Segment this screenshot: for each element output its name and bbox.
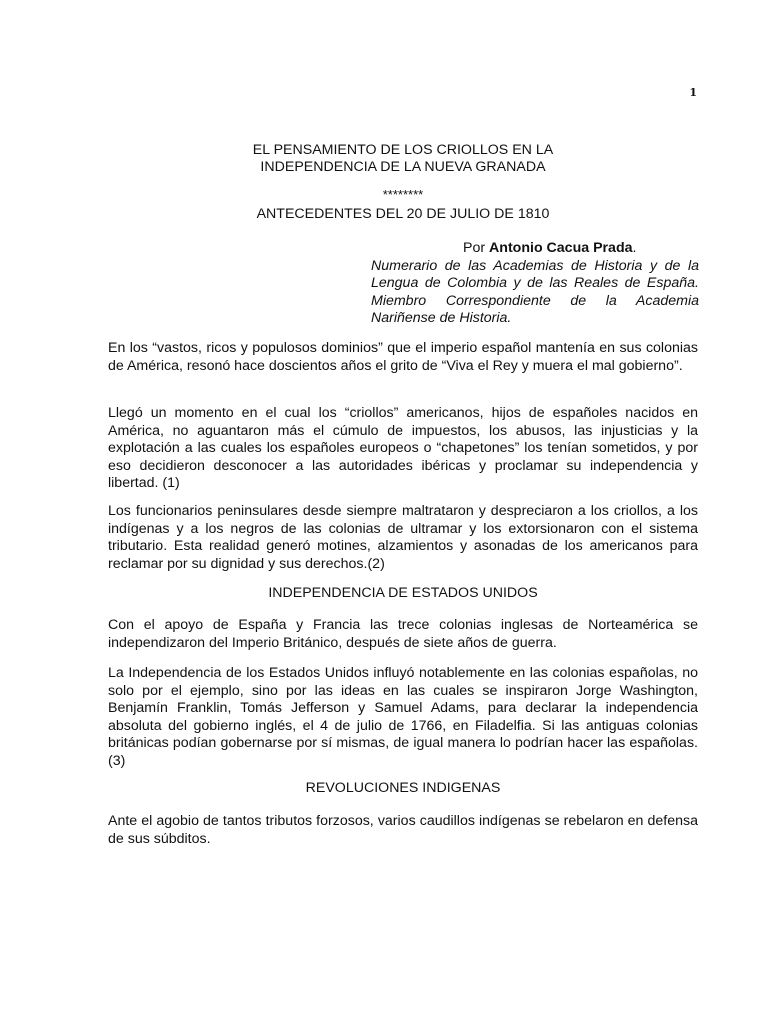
- subtitle: ANTECEDENTES DEL 20 DE JULIO DE 1810: [256, 206, 550, 222]
- section-heading-2: REVOLUCIONES INDIGENAS: [305, 780, 501, 796]
- author-prefix: Por: [463, 240, 490, 256]
- title-line-1: EL PENSAMIENTO DE LOS CRIOLLOS EN LA: [252, 142, 554, 158]
- author-byline: [371, 240, 699, 258]
- paragraph-text: En los “vastos, ricos y populosos dominios” que el imperio español mantenía en sus colonias de América, resonó hace doscientos años el grito de “Viva el Rey y muera el mal gobierno”.: [108, 340, 698, 374]
- author-block: [371, 240, 699, 328]
- paragraph-text: Llegó un momento en el cual los “criollos” americanos, hijos de españoles nacidos en América, no aguantaron más el cúmulo de impuestos, los abusos, las injusticias y la explotación a las cuales los españoles europeos o “chapetones” los tenían sometidos, y por eso decidieron desconocer a las autoridades ibéricas y proclamar su independencia y libertad. (1): [108, 405, 698, 491]
- title-separator: ********: [382, 187, 424, 202]
- paragraph-4: [108, 617, 698, 652]
- section-heading-1: INDEPENDENCIA DE ESTADOS UNIDOS: [268, 585, 538, 601]
- page-number: 1: [689, 86, 697, 99]
- paragraph-text: La Independencia de los Estados Unidos influyó notablemente en las colonias españolas, no solo por el ejemplo, sino por las ideas en las cuales se inspiraron Jorge Washington, Benjamín Franklin, Tomás Jefferson y Samuel Adams, para declarar la independencia absoluta del gobierno inglés, el 4 de julio de 1766, en Filadelfia. Si las antiguas colonias británicas podían gobernarse por sí mismas, de igual manera lo podrían hacer las españolas. (3): [108, 665, 698, 769]
- title-line-2: INDEPENDENCIA DE LA NUEVA GRANADA: [260, 159, 546, 175]
- paragraph-5: [108, 665, 698, 770]
- author-suffix: .: [632, 240, 637, 256]
- title-block: [108, 142, 698, 223]
- paragraph-text: Ante el agobio de tantos tributos forzosos, varios caudillos indígenas se rebelaron en defensa de sus súbditos.: [108, 813, 698, 847]
- paragraph-2: [108, 405, 698, 493]
- author-description: Numerario de las Academias de Historia y de la Lengua de Colombia y de las Reales de España. Miembro Correspondiente de la Academia Nariñense de Historia.: [371, 257, 699, 326]
- paragraph-6: [108, 813, 698, 848]
- author-name: Antonio Cacua Prada: [489, 240, 633, 256]
- paragraph-text: Los funcionarios peninsulares desde siempre maltrataron y despreciaron a los criollos, a los indígenas y a los negros de las colonias de ultramar y los extorsionaron con el sistema tributario. Esta realidad generó motines, alzamientos y asonadas de los americanos para reclamar por su dignidad y sus derechos.(2): [108, 503, 698, 572]
- paragraph-3: [108, 503, 698, 573]
- paragraph-1: [108, 340, 698, 375]
- paragraph-text: Con el apoyo de España y Francia las trece colonias inglesas de Norteamérica se independizaron del Imperio Británico, después de siete años de guerra.: [108, 617, 698, 651]
